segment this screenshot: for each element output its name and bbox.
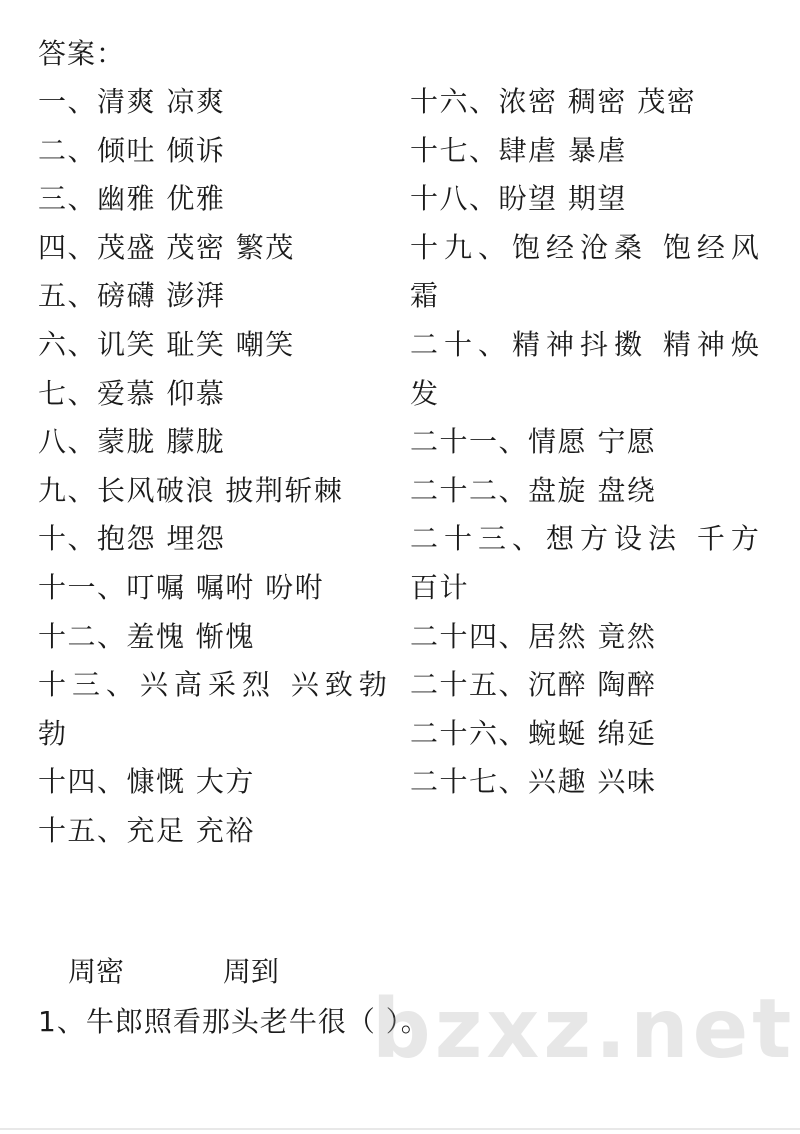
- answer-column-left: [38, 78, 398, 856]
- answer-line: 霜: [410, 279, 440, 313]
- answer-line: 五、磅礴 澎湃: [38, 279, 226, 313]
- answer-line: 二、倾吐 倾诉: [38, 133, 226, 167]
- answer-line: 十、抱怨 埋怨: [38, 522, 226, 556]
- fill-blank-question: 1、牛郎照看那头老牛很（ ）。: [38, 1005, 430, 1038]
- answer-line: 十三、兴高采烈 兴致勃: [38, 668, 393, 702]
- answer-line: 十九、饱经沧桑 饱经风: [410, 230, 765, 264]
- page-divider: [0, 1128, 800, 1130]
- answer-column-right: [410, 78, 765, 807]
- word-choices: [68, 948, 279, 996]
- answer-line: 十七、肆虐 暴虐: [410, 133, 627, 167]
- answer-line: 十二、羞愧 惭愧: [38, 619, 255, 653]
- answer-line: 十六、浓密 稠密 茂密: [410, 85, 697, 118]
- answer-line: 七、爱慕 仰慕: [38, 376, 226, 410]
- answer-line: 二十、精神抖擞 精神焕: [410, 327, 765, 361]
- answer-heading: 答案：: [38, 37, 126, 70]
- answer-line: 八、蒙胧 朦胧: [38, 425, 226, 459]
- answer-line: 百计: [410, 570, 470, 604]
- choice-word: 周密: [68, 955, 125, 988]
- choice-word: 周到: [222, 955, 279, 988]
- answer-line: 发: [410, 376, 440, 410]
- answer-line: 一、清爽 凉爽: [38, 85, 226, 118]
- answer-line: 九、长风破浪 披荆斩棘: [38, 473, 344, 507]
- answer-line: 四、茂盛 茂密 繁茂: [38, 230, 295, 264]
- answer-line: 十一、叮嘱 嘱咐 吩咐: [38, 570, 325, 604]
- answer-line: 十四、慷慨 大方: [38, 765, 255, 799]
- answer-line: 勃: [38, 716, 68, 750]
- watermark: bzxz.net: [372, 982, 796, 1077]
- answer-line: 二十四、居然 竟然: [410, 619, 657, 653]
- answer-line: 三、幽雅 优雅: [38, 182, 226, 216]
- answer-line: 二十二、盘旋 盘绕: [410, 473, 657, 507]
- answer-line: 二十一、情愿 宁愿: [410, 425, 657, 459]
- answer-line: 二十六、蜿蜒 绵延: [410, 716, 657, 750]
- answer-line: 十八、盼望 期望: [410, 182, 627, 216]
- answer-line: 二十七、兴趣 兴味: [410, 765, 657, 799]
- answer-line: 十五、充足 充裕: [38, 813, 255, 847]
- answer-line: 二十三、想方设法 千方: [410, 522, 765, 556]
- answer-line: 六、讥笑 耻笑 嘲笑: [38, 327, 295, 361]
- answer-line: 二十五、沉醉 陶醉: [410, 668, 657, 702]
